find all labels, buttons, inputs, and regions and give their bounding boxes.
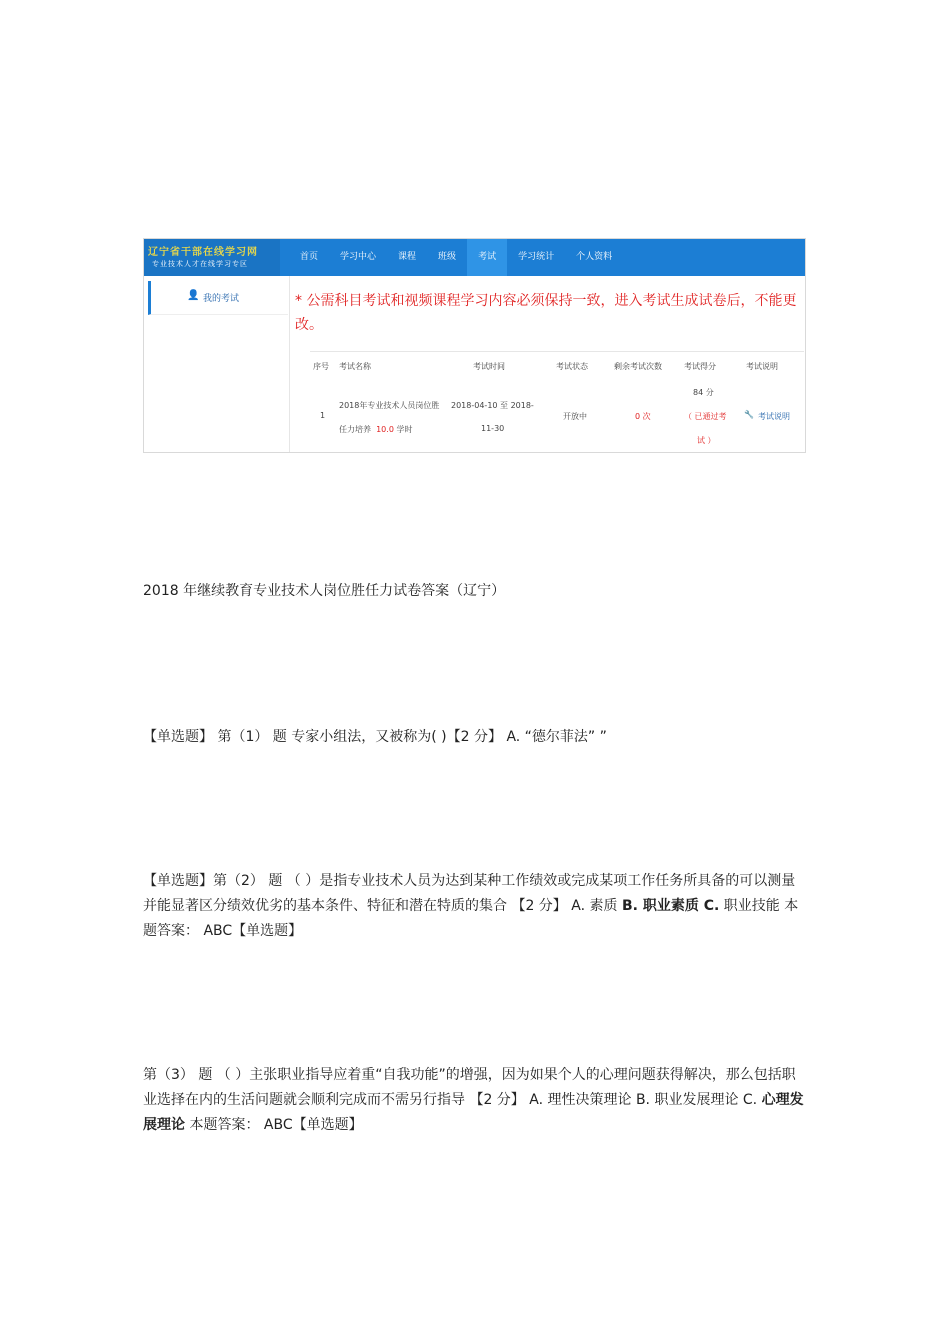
person-icon: 👤 [187,290,200,301]
exam-screenshot [143,238,806,453]
q1-text: 专家小组法，又被称为( )【2 分】 A. “德尔菲法” ” [291,729,607,745]
main-nav [289,239,623,276]
q2-type: 【单选题】 [143,873,213,889]
nav-study-center[interactable]: 学习中心 [340,252,377,262]
sidebar-item-my-exams[interactable] [148,281,288,315]
q2-text: 第（2） 题 （ ）是指专业技术人员为达到某种工作绩效或完成某项工作任务所具备的可以测量并能显著区分绩效优劣的基本条件、特征和潜在特质的集合 【2 分】 A. 素质 [143,873,796,914]
row-passed-line1: （ 已通过考 [684,412,727,421]
question-3 [143,1063,807,1138]
q1-type: 【单选题】 [143,729,213,745]
nav-exams[interactable]: 考试 [467,239,507,276]
row-hours: 10.0 [376,425,394,434]
row-status: 开放中 [563,412,587,421]
exam-notice: * 公需科目考试和视频课程学习内容必须保持一致，进入考试生成试卷后，不能更改。 [295,293,797,333]
q2-bold-option: B. 职业素质 C. [621,898,720,914]
site-logo[interactable] [144,239,280,276]
nav-study-stats[interactable]: 学习统计 [518,252,555,262]
col-status: 考试状态 [556,362,588,371]
row-name-line1: 2018年专业技术人员岗位胜 [339,401,440,410]
document-title: 2018 年继续教育专业技术人岗位胜任力试卷答案（辽宁） [143,583,506,599]
nav-courses[interactable]: 课程 [398,252,417,262]
q2-answer: 职业技能 本题答案： ABC【单选题】 [143,898,799,939]
row-name-prefix: 任力培养 [339,425,371,434]
col-name: 考试名称 [339,362,371,371]
wrench-icon[interactable]: 🔧 [744,410,754,419]
q3-text: 第（3） 题 （ ）主张职业指导应着重“自我功能”的增强，因为如果个人的心理问题获得解决，那么包括职业选择在内的生活问题就会顺利完成而不需另行指导 【2 分】 A. 理性决策理论 B. 职业发展理论 C. [143,1067,796,1108]
nav-profile[interactable]: 个人资料 [576,252,613,262]
col-remaining: 剩余考试次数 [614,362,662,371]
col-time: 考试时间 [473,362,505,371]
row-time-line2: 11-30 [481,424,505,433]
row-score: 84 分 [693,388,714,397]
q1-number: 第（1） 题 [217,729,287,745]
logo-subtitle: 专业技术人才在线学习专区 [152,260,248,268]
top-nav-bar [144,239,805,276]
question-2 [143,869,807,944]
row-time-line1: 2018-04-10 至 2018- [451,401,534,410]
exam-info-link[interactable]: 考试说明 [758,412,790,421]
row-index: 1 [320,411,326,420]
q3-answer: 本题答案： ABC【单选题】 [185,1117,363,1133]
nav-home[interactable]: 首页 [300,252,319,262]
col-index: 序号 [313,362,329,371]
q3-bold-option: 心理发展理论 [143,1092,804,1133]
sidebar-item-label: 我的考试 [203,294,240,304]
col-description: 考试说明 [746,362,778,371]
question-1 [143,725,807,750]
row-hours-unit: 学时 [396,425,413,434]
row-name-line2 [339,424,412,435]
logo-title: 辽宁省干部在线学习网 [148,247,258,258]
table-header [310,351,804,380]
col-score: 考试得分 [684,362,716,371]
row-passed-line2: 试 ） [697,436,716,445]
row-remaining: 0 次 [635,412,651,421]
nav-classes[interactable]: 班级 [438,252,457,262]
sidebar [144,276,290,453]
